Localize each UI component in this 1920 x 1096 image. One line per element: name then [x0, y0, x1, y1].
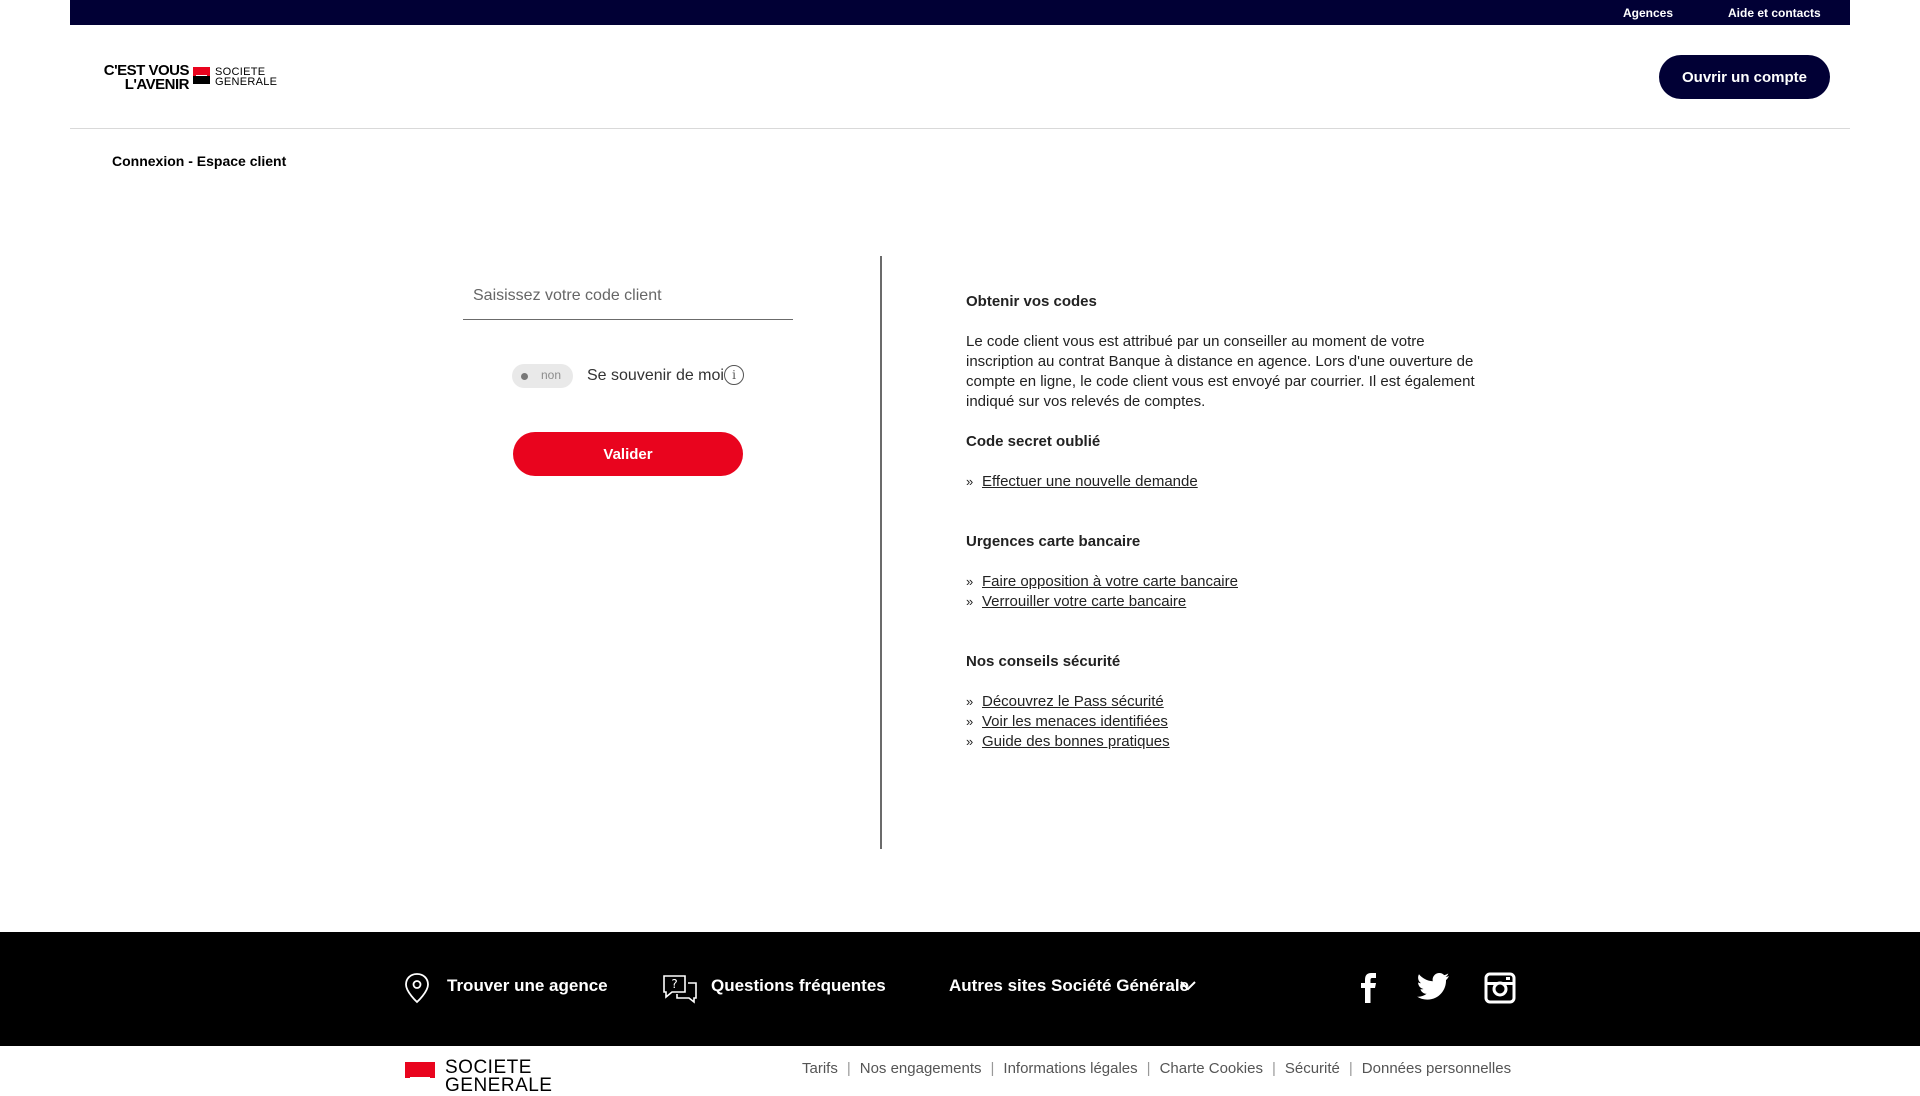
- footer-brand-name[interactable]: [445, 1059, 552, 1095]
- legal-bar: [0, 1046, 1920, 1096]
- list-item: [966, 732, 1486, 752]
- brand-line-2: GENERALE: [215, 76, 278, 88]
- chat-question-icon: [661, 972, 699, 1004]
- legal-links: [802, 1060, 1511, 1077]
- codes-title: Obtenir vos codes: [966, 293, 1097, 310]
- instagram-icon[interactable]: [1484, 972, 1516, 1004]
- cookies-link[interactable]: Charte Cookies: [1159, 1060, 1263, 1077]
- chevron-down-icon[interactable]: [1179, 980, 1197, 992]
- slogan-line-1: C'EST VOUS: [103, 62, 189, 79]
- location-pin-icon: [403, 972, 431, 1004]
- svg-text:?: ?: [671, 977, 678, 991]
- separator: |: [846, 1060, 851, 1077]
- footer: [0, 932, 1920, 1046]
- list-item: [966, 472, 1486, 492]
- list-item: [966, 692, 1486, 712]
- list-item: [966, 572, 1486, 592]
- info-panel: [966, 292, 1486, 752]
- logo-mark-icon: [193, 67, 210, 84]
- footer-logo-mark-icon: [405, 1062, 435, 1092]
- separator: |: [1271, 1060, 1276, 1077]
- new-request-link[interactable]: Effectuer une nouvelle demande: [982, 473, 1198, 490]
- info-icon[interactable]: i: [724, 365, 744, 385]
- toggle-knob: [521, 373, 528, 380]
- societe-generale-logo[interactable]: [89, 64, 289, 92]
- aide-contacts-link[interactable]: Aide et contacts: [1728, 6, 1821, 20]
- separator: |: [990, 1060, 995, 1077]
- agences-link[interactable]: Agences: [1623, 6, 1674, 20]
- threats-link[interactable]: Voir les menaces identifiées: [982, 713, 1168, 730]
- remember-me-label: Se souvenir de moi: [587, 367, 724, 384]
- top-utility-bar: [70, 0, 1850, 25]
- lock-card-link[interactable]: Verrouiller votre carte bancaire: [982, 593, 1187, 610]
- chevron-right-icon: »: [966, 574, 974, 589]
- brand-name: [215, 67, 277, 87]
- faq-link[interactable]: Questions fréquentes: [711, 976, 886, 995]
- chevron-right-icon: »: [966, 734, 974, 749]
- urgences-links: [966, 572, 1486, 612]
- list-item: [966, 712, 1486, 732]
- find-agency-link[interactable]: Trouver une agence: [447, 976, 608, 995]
- chevron-right-icon: »: [966, 594, 974, 609]
- secret-title: Code secret oublié: [966, 433, 1101, 450]
- tarifs-link[interactable]: Tarifs: [802, 1060, 838, 1077]
- chevron-right-icon: »: [966, 694, 974, 709]
- card-opposition-link[interactable]: Faire opposition à votre carte bancaire: [982, 573, 1238, 590]
- remember-me-toggle[interactable]: [512, 364, 573, 388]
- header: [70, 25, 1850, 129]
- slogan-line-2: L'AVENIR: [124, 76, 189, 93]
- conseils-links: [966, 692, 1486, 752]
- secret-links: [966, 472, 1486, 492]
- footer-brand-line-2: GENERALE: [445, 1075, 553, 1096]
- urgences-title: Urgences carte bancaire: [966, 533, 1141, 550]
- other-sites-dropdown[interactable]: Autres sites Société Générale: [949, 976, 1190, 995]
- legal-info-link[interactable]: Informations légales: [1003, 1060, 1138, 1077]
- vertical-divider: [880, 256, 882, 849]
- separator: |: [1146, 1060, 1151, 1077]
- good-practices-link[interactable]: Guide des bonnes pratiques: [982, 733, 1170, 750]
- codes-text: Le code client vous est attribué par un conseiller au moment de votre inscription au contrat Banque à distance en agence. Lors d'une ouverture de compte en ligne, le code client vous est envoyé par courrier. Il est également indiqué sur vos relevés de comptes.: [966, 333, 1475, 410]
- pass-securite-link[interactable]: Découvrez le Pass sécurité: [982, 693, 1164, 710]
- engagements-link[interactable]: Nos engagements: [859, 1060, 982, 1077]
- chevron-right-icon: »: [966, 714, 974, 729]
- facebook-icon[interactable]: [1360, 972, 1378, 1004]
- brand-line-1: SOCIETE: [215, 66, 266, 78]
- footer-brand-line-1: SOCIETE: [445, 1057, 532, 1078]
- chevron-right-icon: »: [966, 474, 974, 489]
- validate-button[interactable]: Valider: [513, 432, 743, 476]
- slogan: [89, 64, 189, 92]
- breadcrumb: Connexion - Espace client: [112, 153, 287, 169]
- list-item: [966, 592, 1486, 612]
- toggle-state-label: non: [541, 368, 562, 382]
- twitter-icon[interactable]: [1418, 972, 1450, 1000]
- conseils-title: Nos conseils sécurité: [966, 653, 1121, 670]
- securite-link[interactable]: Sécurité: [1284, 1060, 1340, 1077]
- personal-data-link[interactable]: Données personnelles: [1361, 1060, 1512, 1077]
- separator: |: [1348, 1060, 1353, 1077]
- open-account-button[interactable]: Ouvrir un compte: [1659, 55, 1830, 99]
- client-code-input[interactable]: [463, 272, 793, 320]
